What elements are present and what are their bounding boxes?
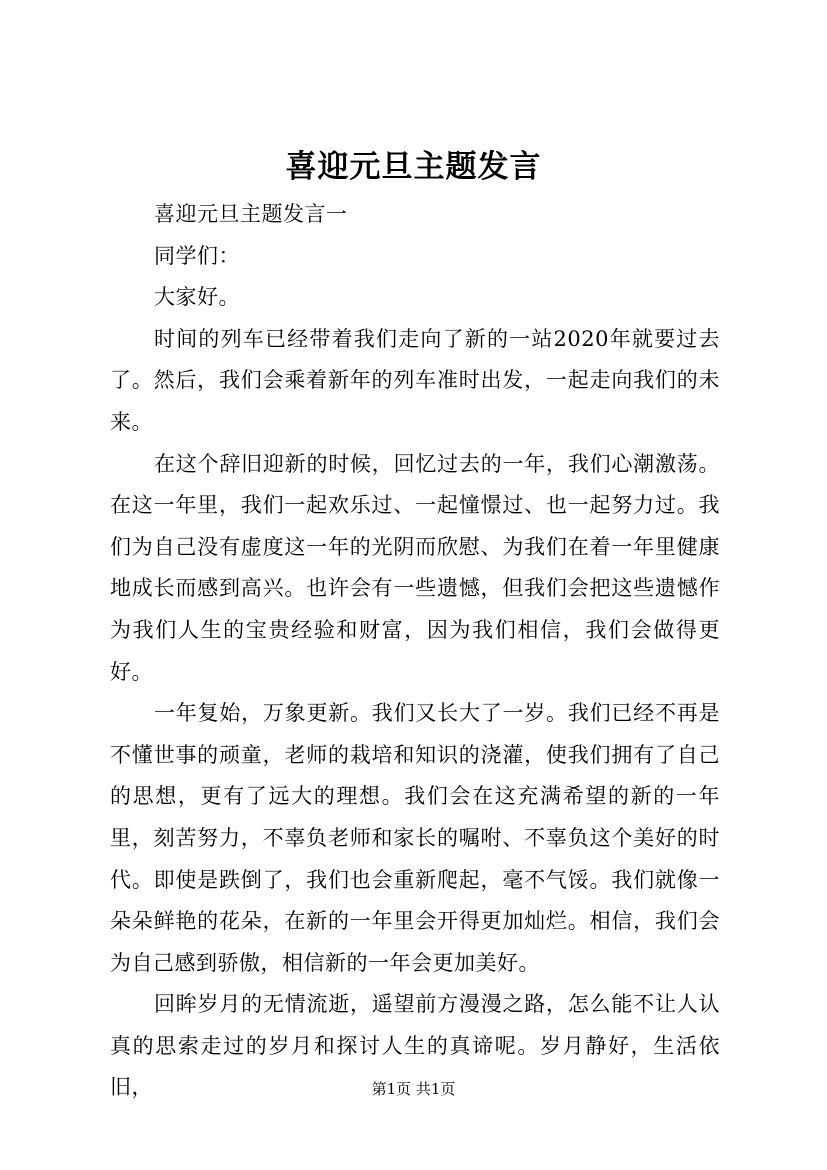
paragraph-subtitle: 喜迎元旦主题发言一 [154,202,348,226]
document-body [110,194,720,1109]
paragraph-greeting: 大家好。 [154,285,240,310]
paragraph: 回眸岁月的无情流逝，遥望前方漫漫之路，怎么能不让人认真的思索走过的岁月和探讨人生的真谛呢。岁月静好，生活依旧， [110,992,720,1100]
paragraph: 时间的列车已经带着我们走向了新的一站2020年就要过去了。然后，我们会乘着新年的列车准时出发，一起走向我们的未来。 [110,326,720,434]
page-footer: 第1页 共1页 [371,1080,456,1098]
paragraph: 一年复始，万象更新。我们又长大了一岁。我们已经不再是不懂世事的顽童，老师的栽培和知识的浇灌，使我们拥有了自己的思想，更有了远大的理想。我们会在这充满希望的新的一年里，刻苦努力，不辜负老师和家长的嘱咐、不辜负这个美好的时代。即使是跌倒了，我们也会重新爬起，毫不气馁。我们就像一朵朵鲜艳的花朵，在新的一年里会开得更加灿烂。相信，我们会为自己感到骄傲，相信新的一年会更加美好。 [110,701,720,975]
paragraph-salutation: 同学们： [154,243,240,268]
document-title: 喜迎元旦主题发言 [285,149,542,185]
paragraph: 在这个辞旧迎新的时候，回忆过去的一年，我们心潮激荡。在这一年里，我们一起欢乐过、一起憧憬过、也一起努力过。我们为自己没有虚度这一年的光阴而欣慰、为我们在着一年里健康地成长而感到高兴。也许会有一些遗憾，但我们会把这些遗憾作为我们人生的宝贵经验和财富，因为我们相信，我们会做得更好。 [110,451,720,684]
